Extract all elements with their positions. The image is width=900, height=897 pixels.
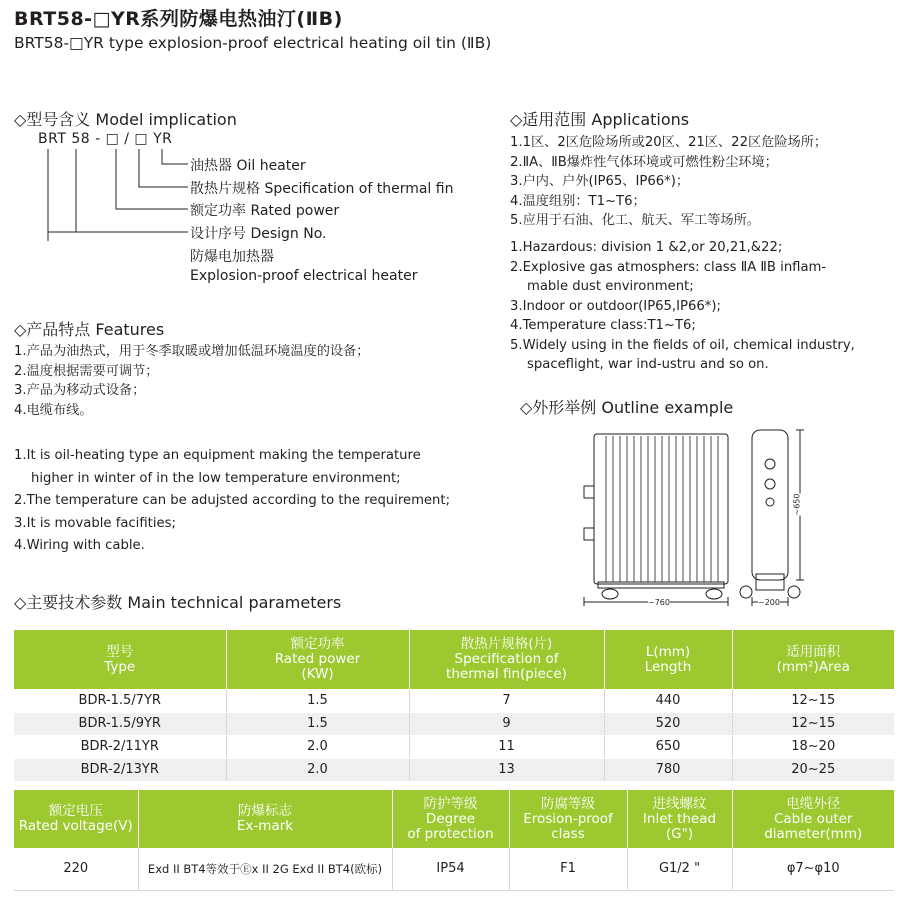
model-diagram [34,131,474,291]
features-cn-3: 3.产品为移动式设备； [14,383,146,398]
cell-fin: 11 [409,735,604,758]
features-heading: ◇产品特点 Features [14,320,165,339]
applications-en-3: mable dust environment; [527,279,694,294]
cell-area: 12~15 [732,689,894,712]
th-exmark: 防爆标志 Ex-mark [138,790,392,848]
cell-area: 18~20 [732,735,894,758]
cell-length: 440 [604,689,732,712]
model-line-6: Explosion-proof electrical heater [190,268,418,284]
applications-en-2: 2.Explosive gas atmosphers: class ⅡA ⅡB inflam- [510,259,827,275]
model-line-1: 油热器 Oil heater [190,158,306,174]
table-row [14,848,894,890]
dim-width-label: ~760 [648,598,670,607]
features-en-4: 3.It is movable facifities; [14,515,176,531]
th-rated-power: 额定功率 Rated power (KW) [226,630,409,689]
table2-header-row [14,790,894,848]
model-line-4: 设计序号 Design No. [190,226,327,242]
dim-depth-label: ~200 [758,598,780,607]
dim-height-label: ~650 [792,493,802,516]
cell-power: 1.5 [226,712,409,735]
applications-en-list [510,238,855,375]
cell-inlet: G1/2 " [627,848,732,890]
th-voltage: 额定电压 Rated voltage(V) [14,790,138,848]
applications-en-1: 1.Hazardous: division 1 &2,or 20,21,&22; [510,240,783,255]
th-cable: 电缆外径 Cable outer diameter(mm) [732,790,894,848]
applications-cn-5: 5.应用于石油、化工、航天、军工等场所。 [510,213,760,228]
features-cn-4: 4.电缆布线。 [14,402,93,418]
cell-voltage: 220 [14,848,138,890]
cell-power: 2.0 [226,735,409,758]
applications-heading: ◇适用范围 Applications [510,110,690,129]
cell-length: 780 [604,758,732,781]
model-line-2: 散热片规格 Specification of thermal fin [190,181,454,197]
model-bracket-lines [34,131,194,241]
table-row [14,758,894,781]
model-heading: ◇型号含义 Model implication [14,110,237,129]
applications-en-7: spaceflight, war ind-ustru and so on. [527,357,769,372]
applications-cn-2: 2.ⅡA、ⅡB爆炸性气体环境或可燃性粉尘环境； [510,154,778,170]
cell-cable: φ7~φ10 [732,848,894,890]
th-type: 型号 Type [14,630,226,689]
model-line-5: 防爆电加热器 [190,249,274,265]
cell-protection: IP54 [392,848,509,890]
params-heading: ◇主要技术参数 Main technical parameters [14,593,342,612]
cell-erosion: F1 [509,848,627,890]
applications-en-6: 5.Widely using in the fields of oil, chemical industry, [510,337,855,353]
model-code: BRT 58 - □ / □ YR [38,131,173,147]
features-cn-list [14,342,369,420]
cell-fin: 13 [409,758,604,781]
cell-area: 20~25 [732,758,894,781]
cell-type: BDR-2/13YR [14,758,226,781]
th-area: 适用面积 (mm²)Area [732,630,894,689]
cell-power: 2.0 [226,758,409,781]
cell-length: 520 [604,712,732,735]
outline-heading: ◇外形举例 Outline example [520,398,734,417]
table-row [14,689,894,712]
cell-type: BDR-1.5/9YR [14,712,226,735]
outline-drawing [580,424,806,608]
applications-en-4: 3.Indoor or outdoor(IP65,IP66*); [510,298,721,314]
model-line-3: 额定功率 Rated power [190,203,340,219]
heater-outline-svg [580,424,806,608]
features-en-3: 2.The temperature can be adujsted according to the requirement; [14,493,451,508]
cell-type: BDR-2/11YR [14,735,226,758]
cell-fin: 9 [409,712,604,735]
params-table-1 [14,630,894,782]
applications-cn-3: 3.户内、户外(IP65、IP66*)； [510,174,690,189]
cell-fin: 7 [409,689,604,712]
applications-cn-1: 1.1区、2区危险场所或20区、21区、22区危险场所； [510,135,828,150]
title-en: BRT58-□YR type explosion-proof electrical heating oil tin (ⅡB) [14,34,492,52]
applications-cn-4: 4.温度组别：T1~T6； [510,193,646,209]
features-en-5: 4.Wiring with cable. [14,538,145,553]
th-fin: 散热片规格(片) Specification of thermal fin(piece) [409,630,604,689]
th-inlet: 进线螺纹 Inlet thead (G") [627,790,732,848]
cell-area: 12~15 [732,712,894,735]
cell-length: 650 [604,735,732,758]
th-protection: 防护等级 Degree of protection [392,790,509,848]
features-en-2: higher in winter of in the low temperature environment; [31,470,401,486]
cell-type: BDR-1.5/7YR [14,689,226,712]
features-cn-2: 2.温度根据需要可调节； [14,363,159,379]
cell-exmark: Exd II BT4等效于Ⓔx II 2G Exd II BT4(欧标) [138,848,392,890]
cell-power: 1.5 [226,689,409,712]
th-erosion: 防腐等级 Erosion-proof class [509,790,627,848]
th-length: L(mm) Length [604,630,732,689]
applications-en-5: 4.Temperature class:T1~T6; [510,318,696,333]
title-cn: BRT58-□YR系列防爆电热油汀(ⅡB) [14,8,343,30]
applications-cn-list [510,133,827,231]
features-cn-1: 1.产品为油热式，用于冬季取暖或增加低温环境温度的设备； [14,344,370,359]
features-en-1: 1.It is oil-heating type an equipment making the temperature [14,448,421,463]
table-row [14,712,894,735]
table-row [14,735,894,758]
params-table-2 [14,790,894,891]
table1-header-row [14,630,894,689]
features-en-list [14,445,450,558]
